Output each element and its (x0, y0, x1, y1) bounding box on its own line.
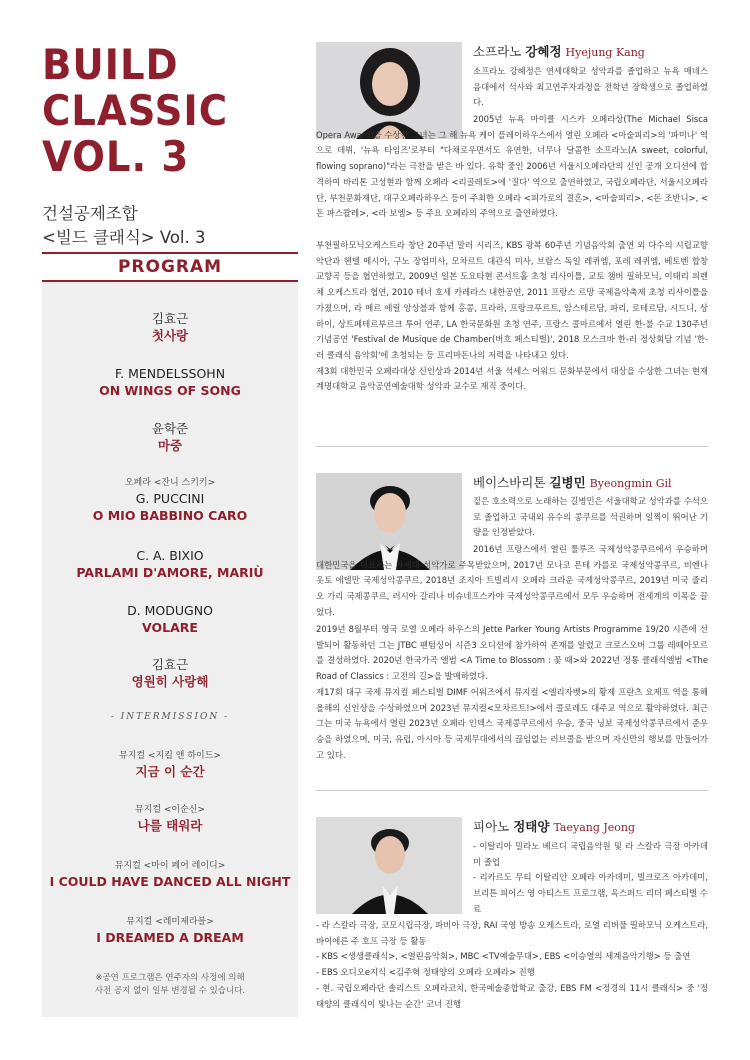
performer-name-soprano (473, 42, 645, 60)
bio-item: - EBS 오디오e지식 <김주혁 정태양의 오페라 오페라> 진행 (316, 967, 535, 978)
composer: 김효근 (151, 657, 189, 672)
bio-paragraph: 2005년 뉴욕 마이클 시스카 오페라상(The Michael Sisca Opera Award)을 수상한 그녀는 그 해 뉴욕 케이 플레이하우스에서 열린 오페라 <마술피리>의 '파미나' 역으로 데뷔, '뉴욕 타임즈'로부터 "다채로우면서도 유연한, 너무나 달콤한 소프라노(A sweet, colorful, flowing soprano)"라는 극찬을 받은 바 있다. 유학 중인 2006년 서울시오페라단의 신인 공개 오디션에 합격하여 바리톤 고성현과 함께 오페라 <리골레토>에 '질다' 역으로 출연하였고, 국립오페라단, 서울시오페라단, 부천문화재단, 대구오페라하우스 등이 주최한 오페라 <피가로의 결혼>, <마술피리>, <돈 조반니>, <돈 파스콸레>, <라 보엠> 등 주요 오페라의 주역으로 출연하였다. (316, 114, 708, 219)
work-title: 지금 이 순간 (135, 764, 205, 779)
work-source: 뮤지컬 <레미제라블> (126, 917, 214, 927)
bio-paragraph: 짙은 호소력으로 노래하는 길병민은 서울대학교 성악과를 수석으로 졸업하고 국내외 유수의 콩쿠르를 석권하며 일찍이 뛰어난 기량을 인정받았다. (473, 496, 708, 538)
title-line-2: CLASSIC (42, 86, 228, 135)
performer-bio-body-2 (316, 622, 708, 763)
work-title: VOLARE (142, 620, 198, 635)
performer-name-kr: 정태양 (513, 819, 550, 834)
program-item (42, 477, 298, 525)
work-title: 마중 (157, 438, 183, 453)
bio-paragraph: 2019년 8월부터 영국 로열 오페라 하우스의 Jette Parker Young Artists Programme 19/20 시즌에 선발되어 활동하던 그는 JTBC 팬텀싱어 시즌3 오디션에 참가하여 존재를 알렸고 크로스오버 그룹 레떼아모르를 결성하였다. 2020년 한국가곡 앨범 <A Time to Blossom : 꽃 때>와 2022년 정통 클래식앨범 <The Road of Classics : 고전의 길>을 발매하였다. (316, 624, 708, 682)
program-item (42, 310, 298, 345)
performer-bio-body (316, 542, 708, 621)
performer-role: 베이스바리톤 (473, 475, 546, 490)
intermission-label: - INTERMISSION - (110, 712, 230, 722)
subtitle (42, 202, 298, 250)
composer: G. PUCCINI (135, 491, 205, 506)
page-title (42, 42, 278, 180)
program-item (42, 420, 298, 455)
program-item (42, 804, 298, 835)
performer-role: 피아노 (473, 819, 510, 834)
program-item (42, 656, 298, 691)
bio-paragraph: 소프라노 강혜정은 연세대학교 성악과를 졸업하고 뉴욕 매네스 음대에서 석사와 최고연주자과정을 전학년 장학생으로 졸업하였다. (473, 66, 708, 108)
subtitle-line-1: 건설공제조합 (42, 204, 138, 223)
composer: 김효근 (151, 311, 189, 326)
notice-line-1: ※공연 프로그램은 연주자의 사정에 의해 (95, 973, 245, 983)
bio-paragraph: 제3회 대한민국 오페라대상 신인상과 2014년 서울 석세스 어워드 문화부문에서 대상을 수상한 그녀는 현재 계명대학교 음악공연예술대학 성악과 교수로 재직 중이다. (316, 365, 708, 392)
performer-name-en: Byeongmin Gil (589, 477, 672, 490)
performer-name-en: Hyejung Kang (565, 46, 645, 59)
divider (316, 446, 708, 447)
program-item (42, 750, 298, 781)
performer-bio-body-2 (316, 238, 708, 395)
program-item (42, 860, 298, 891)
program-item (42, 602, 298, 637)
bio-item: - 이탈리아 밀라노 베르디 국립음악원 및 라 스칼라 극장 아카데미 졸업 (473, 841, 708, 867)
work-title: 첫사랑 (151, 328, 189, 343)
program-item (42, 365, 298, 400)
performer-bio-body (316, 918, 708, 1012)
work-source: 뮤지컬 <마이 페어 레이디> (114, 861, 226, 871)
work-title: PARLAMI D'AMORE, MARIÙ (76, 565, 264, 580)
bio-item: - 현. 국립오페라단 솔리스트 오페라코치, 한국예술종합학교 출강, EBS FM <정경의 11시 클래식> 중 '정태양의 클래식이 빛나는 순간' 코너 진행 (316, 982, 708, 1009)
divider (316, 790, 708, 791)
performer-photo-pianist (316, 817, 462, 914)
composer: C. A. BIXIO (136, 548, 204, 563)
work-title: 영원히 사랑해 (131, 674, 209, 689)
work-source: 뮤지컬 <이순신> (134, 805, 206, 815)
program-header: PROGRAM (42, 252, 298, 282)
work-title: 나를 태워라 (137, 818, 203, 833)
title-line-3: VOL. 3 (42, 132, 190, 181)
work-source: 뮤지컬 <지킬 앤 하이드> (119, 751, 221, 761)
composer: F. MENDELSSOHN (114, 366, 226, 381)
program-item (42, 547, 298, 582)
title-line-1: BUILD (42, 40, 179, 89)
performer-name-pianist (473, 817, 635, 835)
performer-role: 소프라노 (473, 44, 522, 59)
bio-paragraph: 부천필하모닉오케스트라 창단 20주년 말러 시리즈, KBS 광복 60주년 기념음악회 출연 외 다수의 시립교향악단과 헨델 메시아, 구노 장엄미사, 모차르트 대관식 미사, 브람스 독일 레퀴엠, 포레 레퀴엠, 베토벤 합창 교향곡 등을 협연하였고, 2009년 일본 도요타현 콘서트홀 초청 리사이틀, 교토 챔버 필하모닉, 이태리 피렌체 오케스트라 협연, 2010 테너 호세 카레라스 내한공연, 2011 프랑스 르망 국제음악축제 초청 리사이틀을 가졌으며, 라 메르 에릴 앙상블과 함께 홍콩, 프라하, 프랑크푸르트, 암스테르담, 파리, 로테르담, 시드니, 상하이, 상트페테르부르크 투어 연주, LA 한국문화원 초청 연주, 프랑스 콜마르에서 열린 한-불 수교 130주년 기념공연 'Festival de Musique de Chamber(버흐 페스티벌)', 2018 모스크바 한-러 정상회담 기념 '한-러 클래식 음악회'에 초청되는 등 프리마돈나의 저력을 나타내고 있다. (316, 240, 708, 360)
performer-name-kr: 강혜정 (525, 44, 562, 59)
composer: 윤학준 (151, 421, 189, 436)
performer-bio-intro (473, 494, 708, 541)
subtitle-line-2: <빌드 클래식> Vol. 3 (42, 228, 206, 247)
bio-paragraph: 2016년 프랑스에서 열린 툴루즈 국제성악콩쿠르에서 우승하며 대한민국을 대표하는 차세대 성악가로 주목받았으며, 2017년 모나코 몬테 카를로 국제성악콩쿠르, 비엔나 옷토 에델만 국제성악콩쿠르, 2018년 조지아 트빌리시 오페라 크라운 국제성악콩쿠르, 2019년 미국 줄리오 가리 국제콩쿠르, 러시아 갈리나 비슈네프스카야 국제성악콩쿠르에서 모두 우승하며 전세계의 이목을 끌었다. (316, 544, 708, 617)
work-source: 오페라 <잔니 스키키> (124, 478, 216, 488)
performer-name-kr: 길병민 (549, 475, 586, 490)
bio-paragraph: 제17회 대구 국제 뮤지컬 페스티벌 DIMF 어워즈에서 뮤지컬 <엘리자벳>의 황제 프란츠 요제프 역을 통해 올해의 신인상을 수상하였으며 2023년 뮤지컬<모차르트!>에서 콜로레도 대주교 역으로 활약하였다. 최근 그는 미국 뉴욕에서 열린 2023년 오페라 인덱스 국제콩쿠르에서 우승, 중국 닝보 국제성악콩쿠르에서 준우승을 하였으며, 미국, 유럽, 아시아 등 국제무대에서의 끊임없는 러브콜을 받으며 자신만의 행보를 만들어가고 있다. (316, 686, 708, 760)
performer-name-en: Taeyang Jeong (553, 821, 636, 834)
performer-bio-intro (473, 839, 708, 918)
title-block (42, 42, 298, 250)
bio-item: - KBS <생생클래식>, <열린음악회>, MBC <TV예술무대>, EBS <이승열의 세계음악기행> 등 출연 (316, 951, 691, 962)
work-title: ON WINGS OF SONG (99, 383, 241, 398)
program-notice (42, 972, 298, 998)
bio-item: - 리카르도 무티 이탈리안 오페라 아카데미, 빌크로즈 아카데미, 브리튼 피어스 영 아티스트 프로그램, 옥스퍼드 리더 페스티벌 수료 (473, 872, 708, 914)
performer-bio-body (316, 112, 708, 222)
notice-line-2: 사전 공지 없이 일부 변경될 수 있습니다. (94, 986, 246, 996)
work-title: O MIO BABBINO CARO (92, 508, 248, 523)
work-title: I COULD HAVE DANCED ALL NIGHT (49, 874, 291, 889)
composer: D. MODUGNO (127, 603, 213, 618)
work-title: I DREAMED A DREAM (96, 930, 244, 945)
program-item (42, 916, 298, 947)
bio-item: - 라 스칼라 극장, 코모시립극장, 파비아 극장, RAI 국영 방송 오케스트라, 로열 리버풀 필하모닉 오케스트라, 바이에른 주 호프 극장 등 활동 (316, 920, 708, 946)
performer-name-bass-baritone (473, 473, 672, 491)
performer-bio-intro (473, 64, 708, 111)
